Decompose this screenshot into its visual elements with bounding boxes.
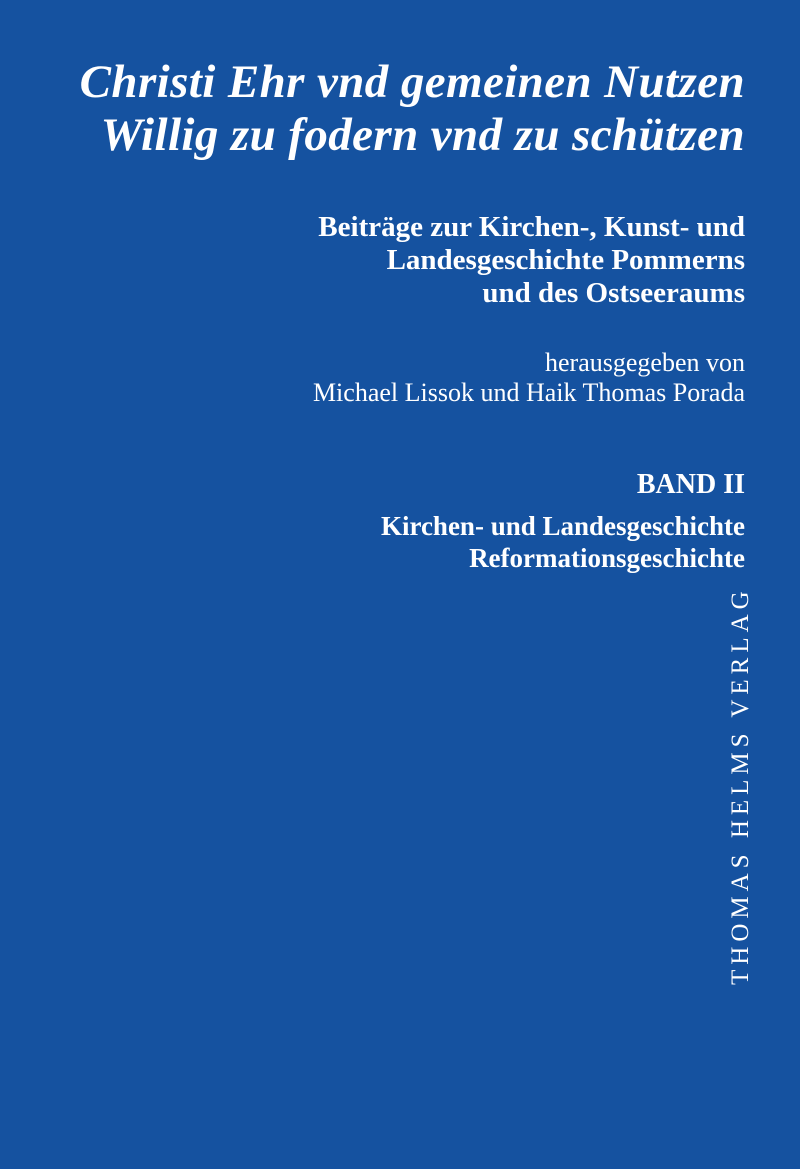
book-title-line1: Christi Ehr vnd gemeinen Nutzen	[79, 56, 745, 108]
editors-names: Michael Lissok und Haik Thomas Porada	[312, 378, 745, 407]
editors-prefix: herausgegeben von	[545, 348, 745, 377]
editors-line	[313, 348, 745, 408]
volume-number: BAND II	[636, 469, 745, 500]
volume-subject-line1: Kirchen- und Landesgeschichte	[380, 511, 745, 541]
book-title-line2: Willig zu fodern vnd zu schützen	[100, 109, 745, 161]
publisher-name: THOMAS HELMS VERLAG	[727, 586, 754, 985]
woodcut-town-panorama-icon	[0, 584, 800, 1164]
cover-illustration	[0, 584, 800, 1164]
book-title	[80, 56, 745, 162]
volume-subject	[381, 510, 745, 574]
book-subtitle-line3: und des Ostseeraums	[482, 277, 745, 309]
book-subtitle-line1: Beiträge zur Kirchen-, Kunst- und	[318, 211, 745, 243]
book-subtitle-line2: Landesgeschichte Pommerns	[386, 244, 745, 276]
volume-subject-line2: Reformationsgeschichte	[469, 543, 745, 573]
book-subtitle	[318, 211, 745, 310]
